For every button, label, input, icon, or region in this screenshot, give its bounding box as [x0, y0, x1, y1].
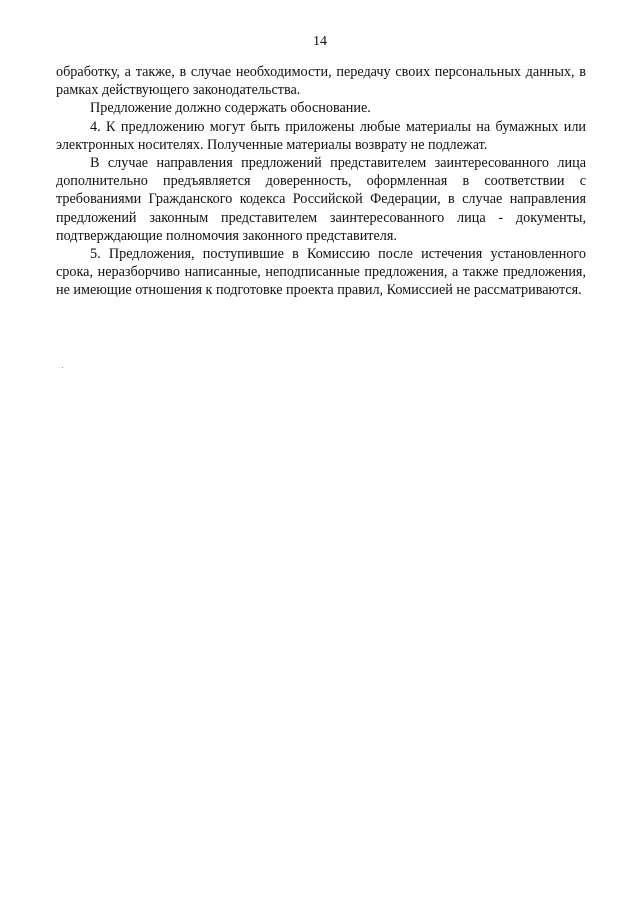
paragraph-justification: Предложение должно содержать обоснование. [90, 100, 371, 117]
page-number: 14 [313, 34, 327, 49]
paragraph-item-5-rejected-proposals: 5. Предложения, поступившие в Комиссию после истечения установленного срока, неразборчиво написанные, неподписанные предложения, а также предложения, не имеющие отношения к подготовке проекта правил, Комиссией не рассматриваются. [56, 246, 586, 299]
paragraph-representative-documents: В случае направления предложений представителем заинтересованного лица дополнительно предъявляется доверенность, оформленная в соответствии с требованиями Гражданского кодекса Российской Федерации, в случае направления предложений законным представителем заинтересованного лица - документы, подтверждающие полномочия законного представителя. [56, 155, 586, 244]
scan-speck [62, 367, 63, 368]
paragraph-consent-continuation: обработку, а также, в случае необходимости, передачу своих персональных данных, в рамках действующего законодательства. [56, 64, 586, 99]
paragraph-item-4-attachments: 4. К предложению могут быть приложены любые материалы на бумажных или электронных носителях. Полученные материалы возврату не подлежат. [56, 118, 586, 153]
document-body [56, 63, 586, 300]
